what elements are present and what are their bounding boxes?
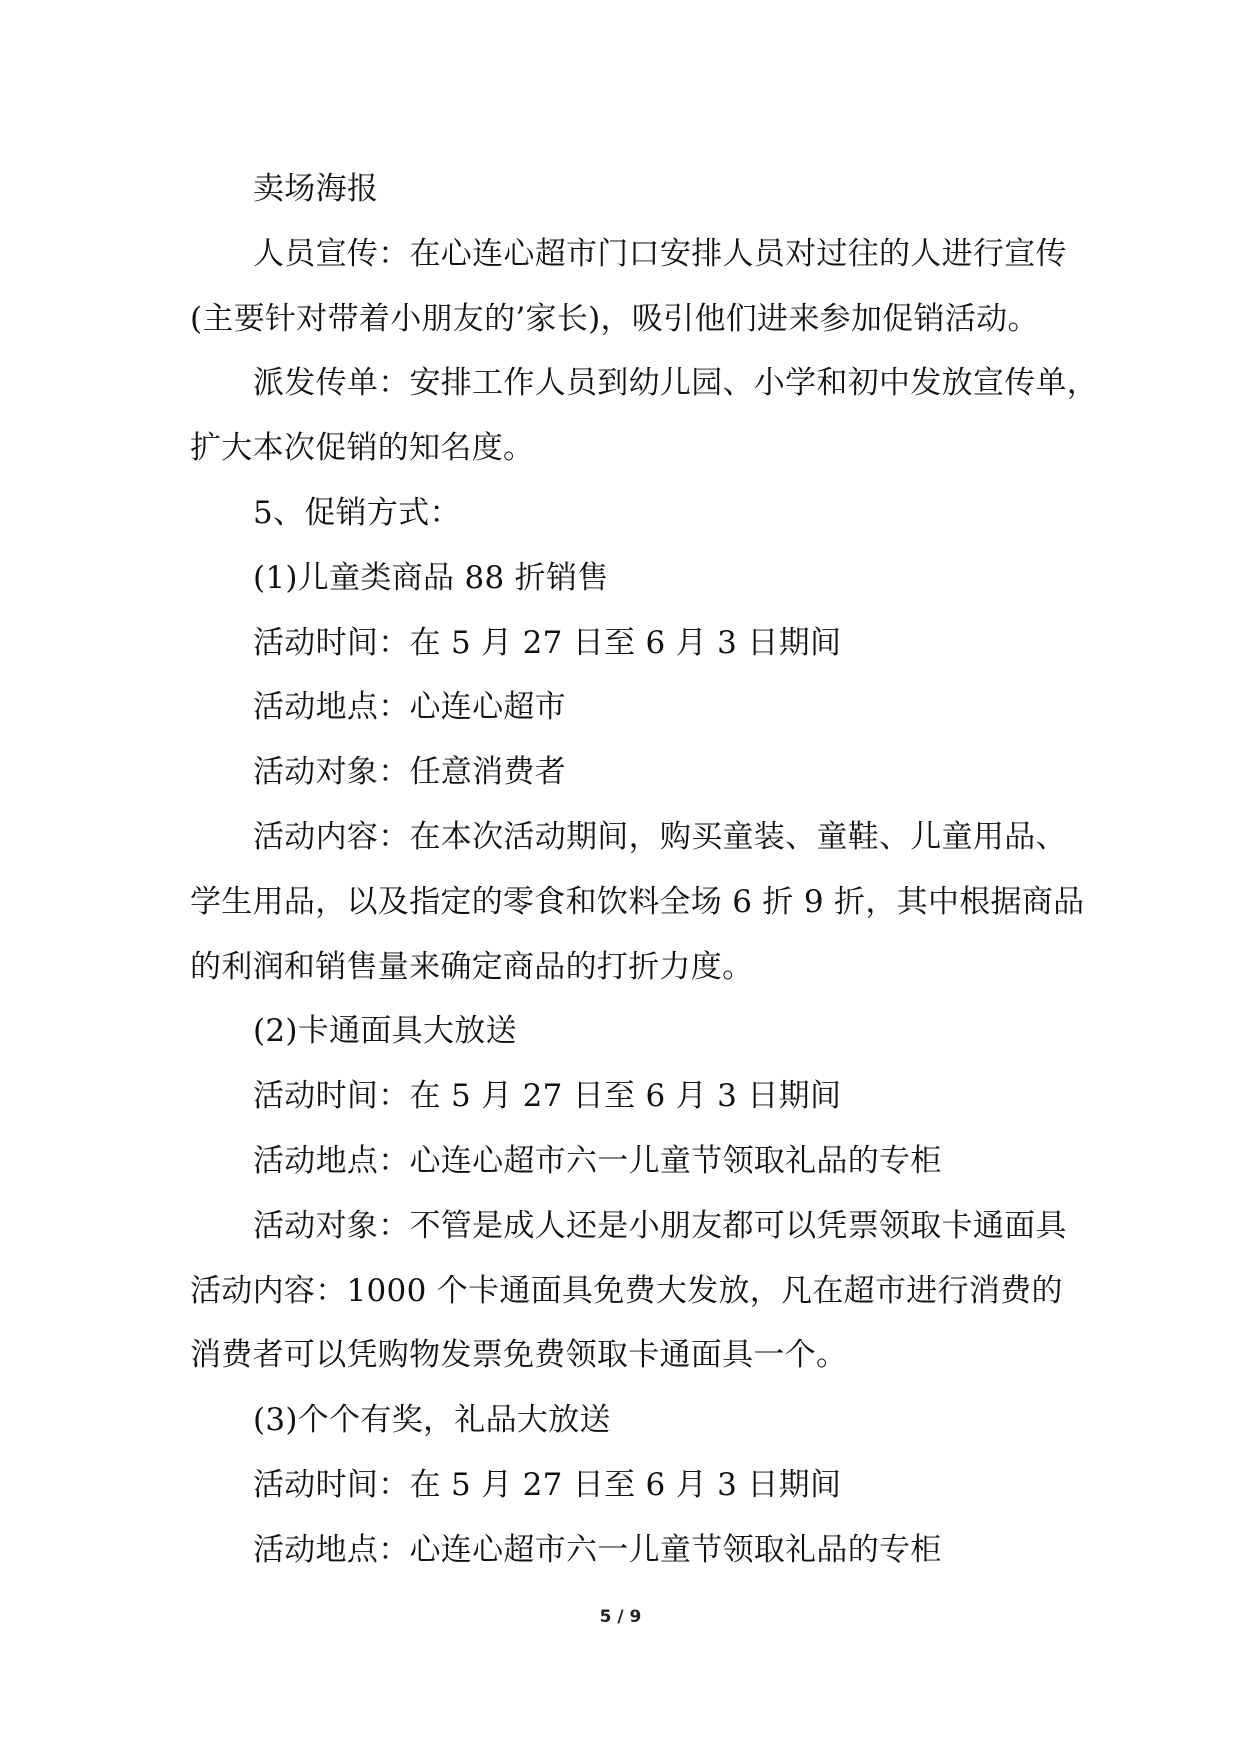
section-heading: 5、促销方式： <box>253 494 461 531</box>
body-line: 卖场海报 <box>253 171 379 207</box>
body-line: 活动对象：不管是成人还是小朋友都可以凭票领取卡通面具 <box>253 1207 1067 1244</box>
body-line: 活动对象：任意消费者 <box>253 754 566 791</box>
body-line: (主要针对带着小朋友的’家长)，吸引他们进来参加促销活动。 <box>190 300 1039 337</box>
body-line: 消费者可以凭购物发票免费领取卡通面具一个。 <box>190 1337 848 1374</box>
body-line: 学生用品，以及指定的零食和饮料全场 6 折 9 折，其中根据商品 <box>190 883 1085 920</box>
body-line: 的利润和销售量来确定商品的打折力度。 <box>190 948 754 985</box>
body-line: 活动时间：在 5 月 27 日至 6 月 3 日期间 <box>253 1466 842 1503</box>
subsection-heading: (2)卡通面具大放送 <box>253 1013 517 1050</box>
body-line: 活动地点：心连心超市六一儿童节领取礼品的专柜 <box>253 1531 942 1568</box>
body-line: 活动时间：在 5 月 27 日至 6 月 3 日期间 <box>253 624 842 661</box>
body-line: 派发传单：安排工作人员到幼儿园、小学和初中发放宣传单， <box>253 365 1099 402</box>
body-line: 人员宣传：在心连心超市门口安排人员对过往的人进行宣传 <box>253 235 1067 272</box>
subsection-heading: (1)儿童类商品 88 折销售 <box>253 559 609 596</box>
page-number: 5 / 9 <box>599 1607 642 1627</box>
body-line: 活动地点：心连心超市 <box>253 689 566 726</box>
body-line: 活动时间：在 5 月 27 日至 6 月 3 日期间 <box>253 1078 842 1115</box>
body-line: 活动地点：心连心超市六一儿童节领取礼品的专柜 <box>253 1142 942 1179</box>
subsection-heading: (3)个个有奖，礼品大放送 <box>253 1402 611 1439</box>
document-body <box>190 157 1099 1583</box>
body-line: 活动内容：1000 个卡通面具免费大发放，凡在超市进行消费的 <box>190 1272 1063 1309</box>
body-line: 扩大本次促销的知名度。 <box>190 430 535 467</box>
body-line: 活动内容：在本次活动期间，购买童装、童鞋、儿童用品、 <box>253 818 1067 855</box>
